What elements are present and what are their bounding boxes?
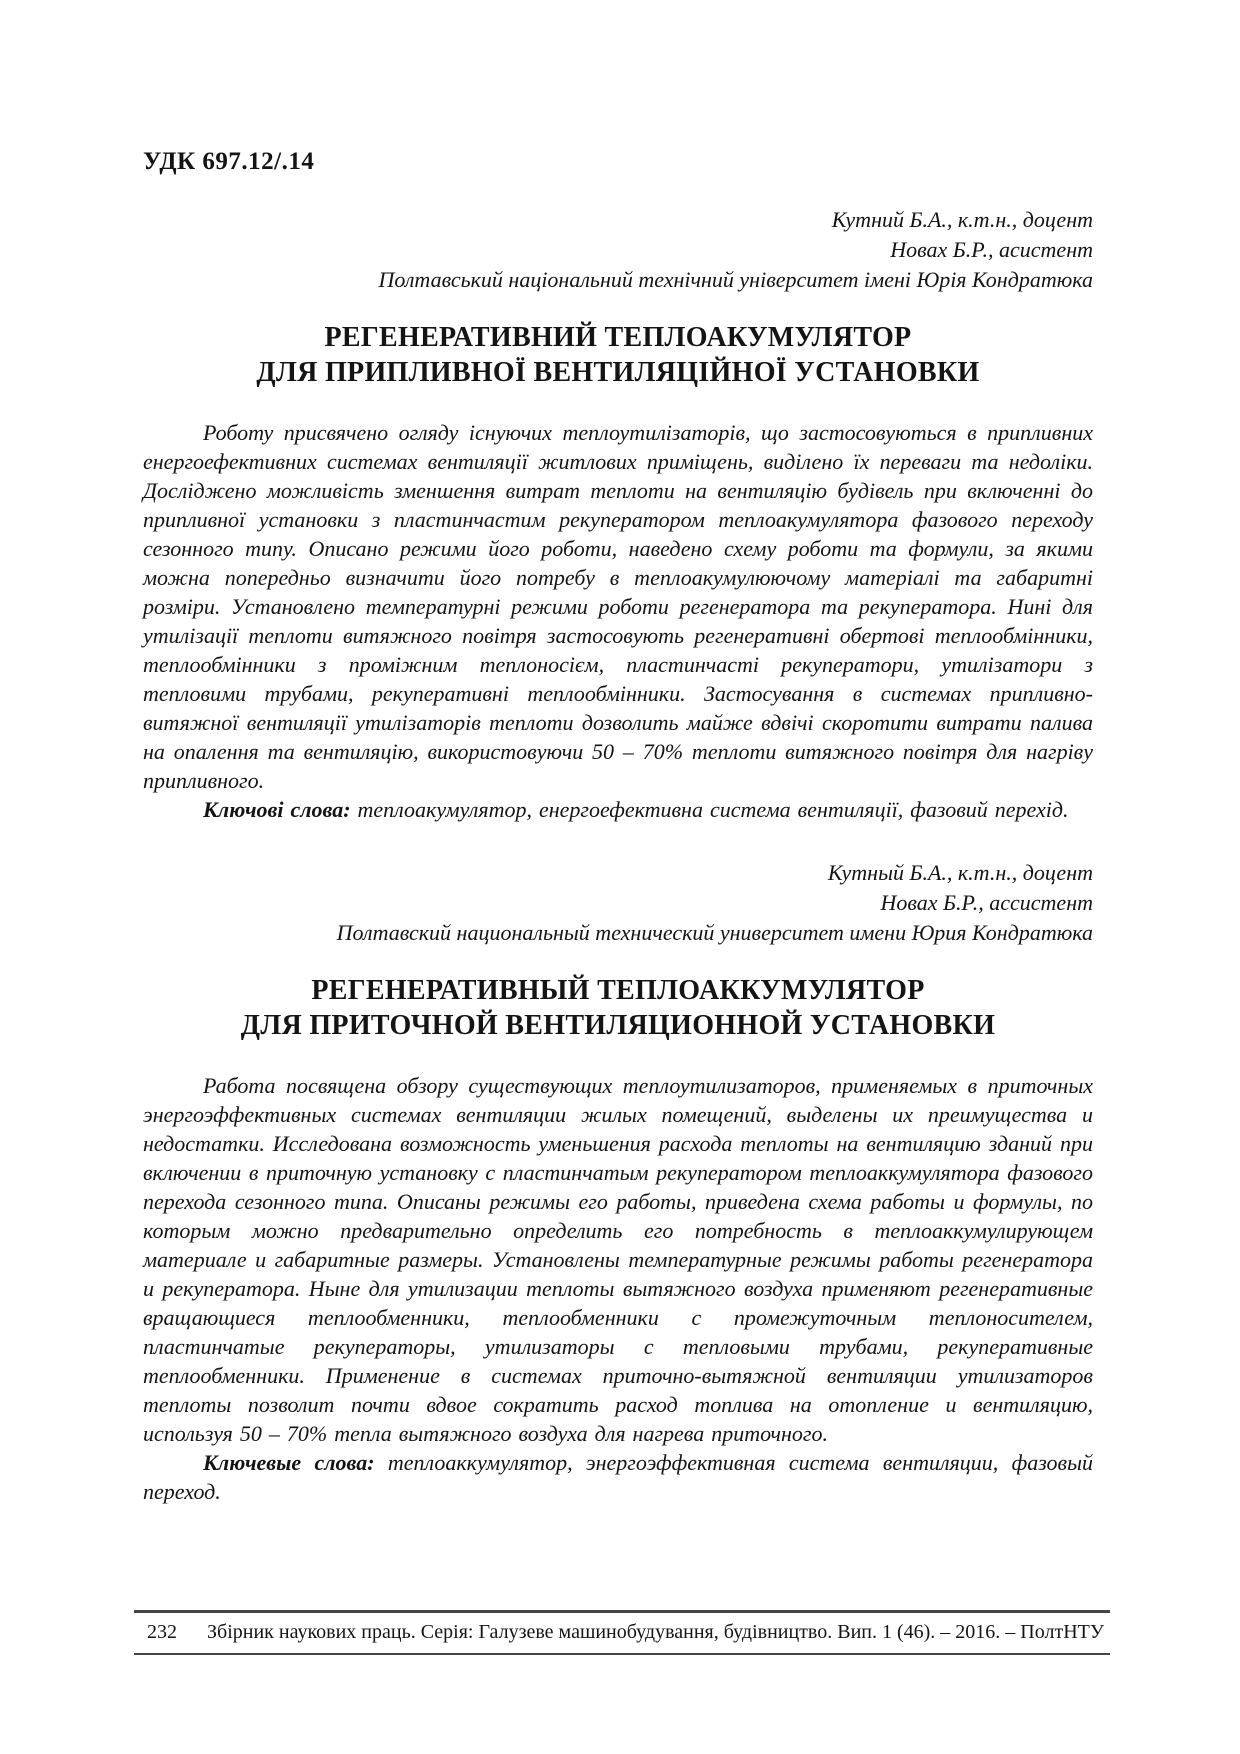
udc-number: УДК 697.12/.14 — [143, 148, 315, 175]
author-line-ua-2: Новах Б.Р., асистент — [890, 237, 1093, 262]
article-title-ua-line-1: РЕГЕНЕРАТИВНИЙ ТЕПЛОАКУМУЛЯТОР — [324, 322, 912, 353]
abstract-ua: Роботу присвячено огляду існуючих теплоутилізаторів, що застосовуються в припливних енергоефективних системах вентиляції житлових приміщень, виділено їх переваги та недоліки. Досліджено можливість зменшення витрат теплоти на вентиляцію будівель при включенні до припливної установки з пластинчастим рекуператором теплоакумулятора фазового переходу сезонного типу. Описано режими його роботи, наведено схему роботи та формули, за якими можна попередньо визначити його потребу в теплоакумулюючому матеріалі та габаритні розміри. Установлено температурні режими роботи регенератора та рекуператора. Нині для утилізації теплоти витяжного повітря застосовують регенеративні обертові теплообмінники, теплообмінники з проміжним теплоносієм, пластинчасті рекуператори, утилізатори з тепловими трубами, рекуперативні теплообмінники. Застосування в системах припливно-витяжної вентиляції утилізаторів теплоти дозволить майже вдвічі скоротити витрати палива на опалення та вентиляцію, використовуючи 50 – 70% теплоти витяжного повітря для нагріву припливного. — [143, 420, 1093, 793]
authors-block-ua — [143, 205, 1093, 295]
keywords-text-ua: теплоакумулятор, енергоефективна система вентиляції, фазовий перехід. — [350, 797, 1069, 822]
keywords-ru — [143, 1448, 1093, 1506]
journal-title: Збірник наукових праць. Серія: Галузеве машинобудування, будівництво. Вип. 1 (46). – 2016. – ПолтНТУ — [207, 1621, 1105, 1643]
keywords-ua — [143, 795, 1093, 824]
abstract-ru: Работа посвящена обзору существующих теплоутилизаторов, применяемых в приточных энергоэффективных системах вентиляции жилых помещений, выделены их преимущества и недостатки. Исследована возможность уменьшения расхода теплоты на вентиляцию зданий при включении в приточную установку с пластинчатым рекуператором теплоаккумулятора фазового перехода сезонного типа. Описаны режимы его работы, приведена схема работы и формулы, по которым можно предварительно определить его потребность в теплоаккумулирующем материале и габаритные размеры. Установлены температурные режимы работы регенератора и рекуператора. Ныне для утилизации теплоты вытяжного воздуха применяют регенеративные вращающиеся теплообменники, теплообменники с промежуточным теплоносителем, пластинчатые рекуператоры, утилизаторы с тепловыми трубами, рекуперативные теплообменники. Применение в системах приточно-вытяжной вентиляции утилизаторов теплоты позволит почти вдвое сократить расход топлива на отопление и вентиляцию, используя 50 – 70% тепла вытяжного воздуха для нагрева приточного. — [143, 1073, 1093, 1446]
keywords-text-ru: теплоаккумулятор, энергоэффективная система вентиляции, фазовый переход. — [143, 1450, 1093, 1504]
article-title-ru-line-1: РЕГЕНЕРАТИВНЫЙ ТЕПЛОАККУМУЛЯТОР — [311, 975, 925, 1006]
article-title-ua — [143, 320, 1093, 390]
authors-block-ru — [143, 858, 1093, 948]
page-number: 232 — [147, 1621, 177, 1643]
article-title-ru — [143, 973, 1093, 1043]
article-title-ru-line-2: ДЛЯ ПРИТОЧНОЙ ВЕНТИЛЯЦИОННОЙ УСТАНОВКИ — [240, 1010, 996, 1041]
affiliation-line-ua: Полтавський національний технічний університет імені Юрія Кондратюка — [378, 267, 1093, 292]
author-line-ua-1: Кутний Б.А., к.т.н., доцент — [831, 207, 1093, 232]
author-line-ru-2: Новах Б.Р., ассистент — [880, 890, 1093, 915]
page-footer — [134, 1610, 1110, 1655]
article-title-ua-line-2: ДЛЯ ПРИПЛИВНОЇ ВЕНТИЛЯЦІЙНОЇ УСТАНОВКИ — [256, 357, 980, 388]
keywords-label-ua: Ключові слова: — [203, 797, 351, 822]
keywords-label-ru: Ключевые слова: — [203, 1450, 375, 1475]
author-line-ru-1: Кутный Б.А., к.т.н., доцент — [827, 860, 1093, 885]
affiliation-line-ru: Полтавский национальный технический университет имени Юрия Кондратюка — [336, 920, 1093, 945]
